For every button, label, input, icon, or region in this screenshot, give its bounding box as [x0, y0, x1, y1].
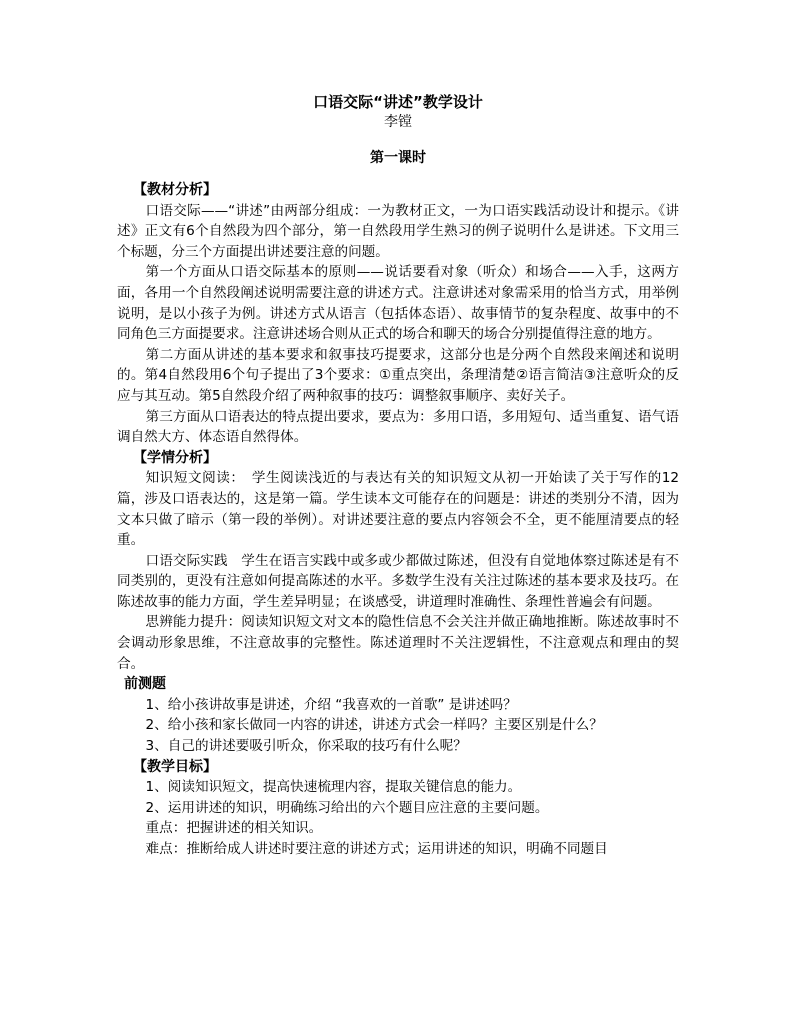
section-heading-teaching-goals: 【教学目标】 [133, 758, 217, 775]
lesson-heading: 第一课时 [370, 150, 426, 166]
pretest-question: 3、自己的讲述要吸引听众，你采取的技巧有什么呢？ [145, 738, 467, 755]
pretest-question: 1、给小孩讲故事是讲述，介绍 “我喜欢的一首歌” 是讲述吗？ [145, 696, 517, 713]
document-title: 口语交际“讲述”教学设计 [313, 93, 483, 111]
difficult-point: 难点：推断给成人讲述时要注意的讲述方式；运用讲述的知识，明确不同题目 [145, 841, 608, 857]
paragraph: 口语交际——“讲述”由两部分组成：一为教材正文，一为口语实践活动设计和提示。《讲述》正文有6个自然段为四个部分，第一自然段用学生熟习的例子说明什么是讲述。下文用三个标题，分三个方面提出讲述要注意的问题。 [117, 202, 679, 260]
pretest-question: 2、给小孩和家长做同一内容的讲述，讲述方式会一样吗？主要区别是什么？ [145, 717, 603, 734]
section-heading-pretest: 前测题 [124, 676, 166, 693]
author-name: 李镗 [384, 114, 412, 130]
section-heading-textbook-analysis: 【教材分析】 [133, 182, 217, 198]
key-point: 重点：把握讲述的相关知识。 [145, 820, 323, 837]
paragraph: 知识短文阅读： 学生阅读浅近的与表达有关的知识短文从初一开始读了关于写作的12篇，涉及口语表达的，这是第一篇。学生读本文可能存在的问题是：讲述的类别分不清，因为文本只做了暗示（第一段的举例）。对讲述要注意的要点内容领会不全，更不能厘清要点的轻重。 [117, 470, 679, 549]
document-page [117, 92, 679, 860]
paragraph: 第三方面从口语表达的特点提出要求，要点为：多用口语，多用短句、适当重复、语气语调自然大方、体态语自然得体。 [117, 408, 679, 446]
paragraph: 第一个方面从口语交际基本的原则——说话要看对象（听众）和场合——入手，这两方面，各用一个自然段阐述说明需要注意的讲述方式。注意讲述对象需采用的恰当方式，用举例说明，是以小孩子为例。讲述方式从语言（包括体态语）、故事情节的复杂程度、故事中的不同角色三方面提要求。注意讲述场合则从正式的场合和聊天的场合分别提值得注意的地方。 [117, 264, 679, 343]
teaching-goal: 2、运用讲述的知识，明确练习给出的六个题目应注意的主要问题。 [145, 799, 549, 816]
paragraph: 口语交际实践 学生在语言实践中或多或少都做过陈述，但没有自觉地体察过陈述是有不同类别的，更没有注意如何提高陈述的水平。多数学生没有关注过陈述的基本要求及技巧。在陈述故事的能力方面，学生差异明显；在谈感受，讲道理时准确性、条理性普遍会有问题。 [117, 552, 679, 610]
teaching-goal: 1、阅读知识短文，提高快速梳理内容，提取关键信息的能力。 [145, 779, 522, 796]
paragraph: 思辨能力提升：阅读知识短文对文本的隐性信息不会关注并做正确地推断。陈述故事时不会调动形象思维，不注意故事的完整性。陈述道理时不关注逻辑性，不注意观点和理由的契合。 [117, 614, 679, 672]
paragraph: 第二方面从讲述的基本要求和叙事技巧提要求，这部分也是分两个自然段来阐述和说明的。第4自然段用6个句子提出了3个要求：①重点突出，条理清楚②语言简洁③注意听众的反应与其互动。第5自然段介绍了两种叙事的技巧：调整叙事顺序、卖好关子。 [117, 346, 679, 404]
section-heading-student-analysis: 【学情分析】 [133, 449, 217, 466]
